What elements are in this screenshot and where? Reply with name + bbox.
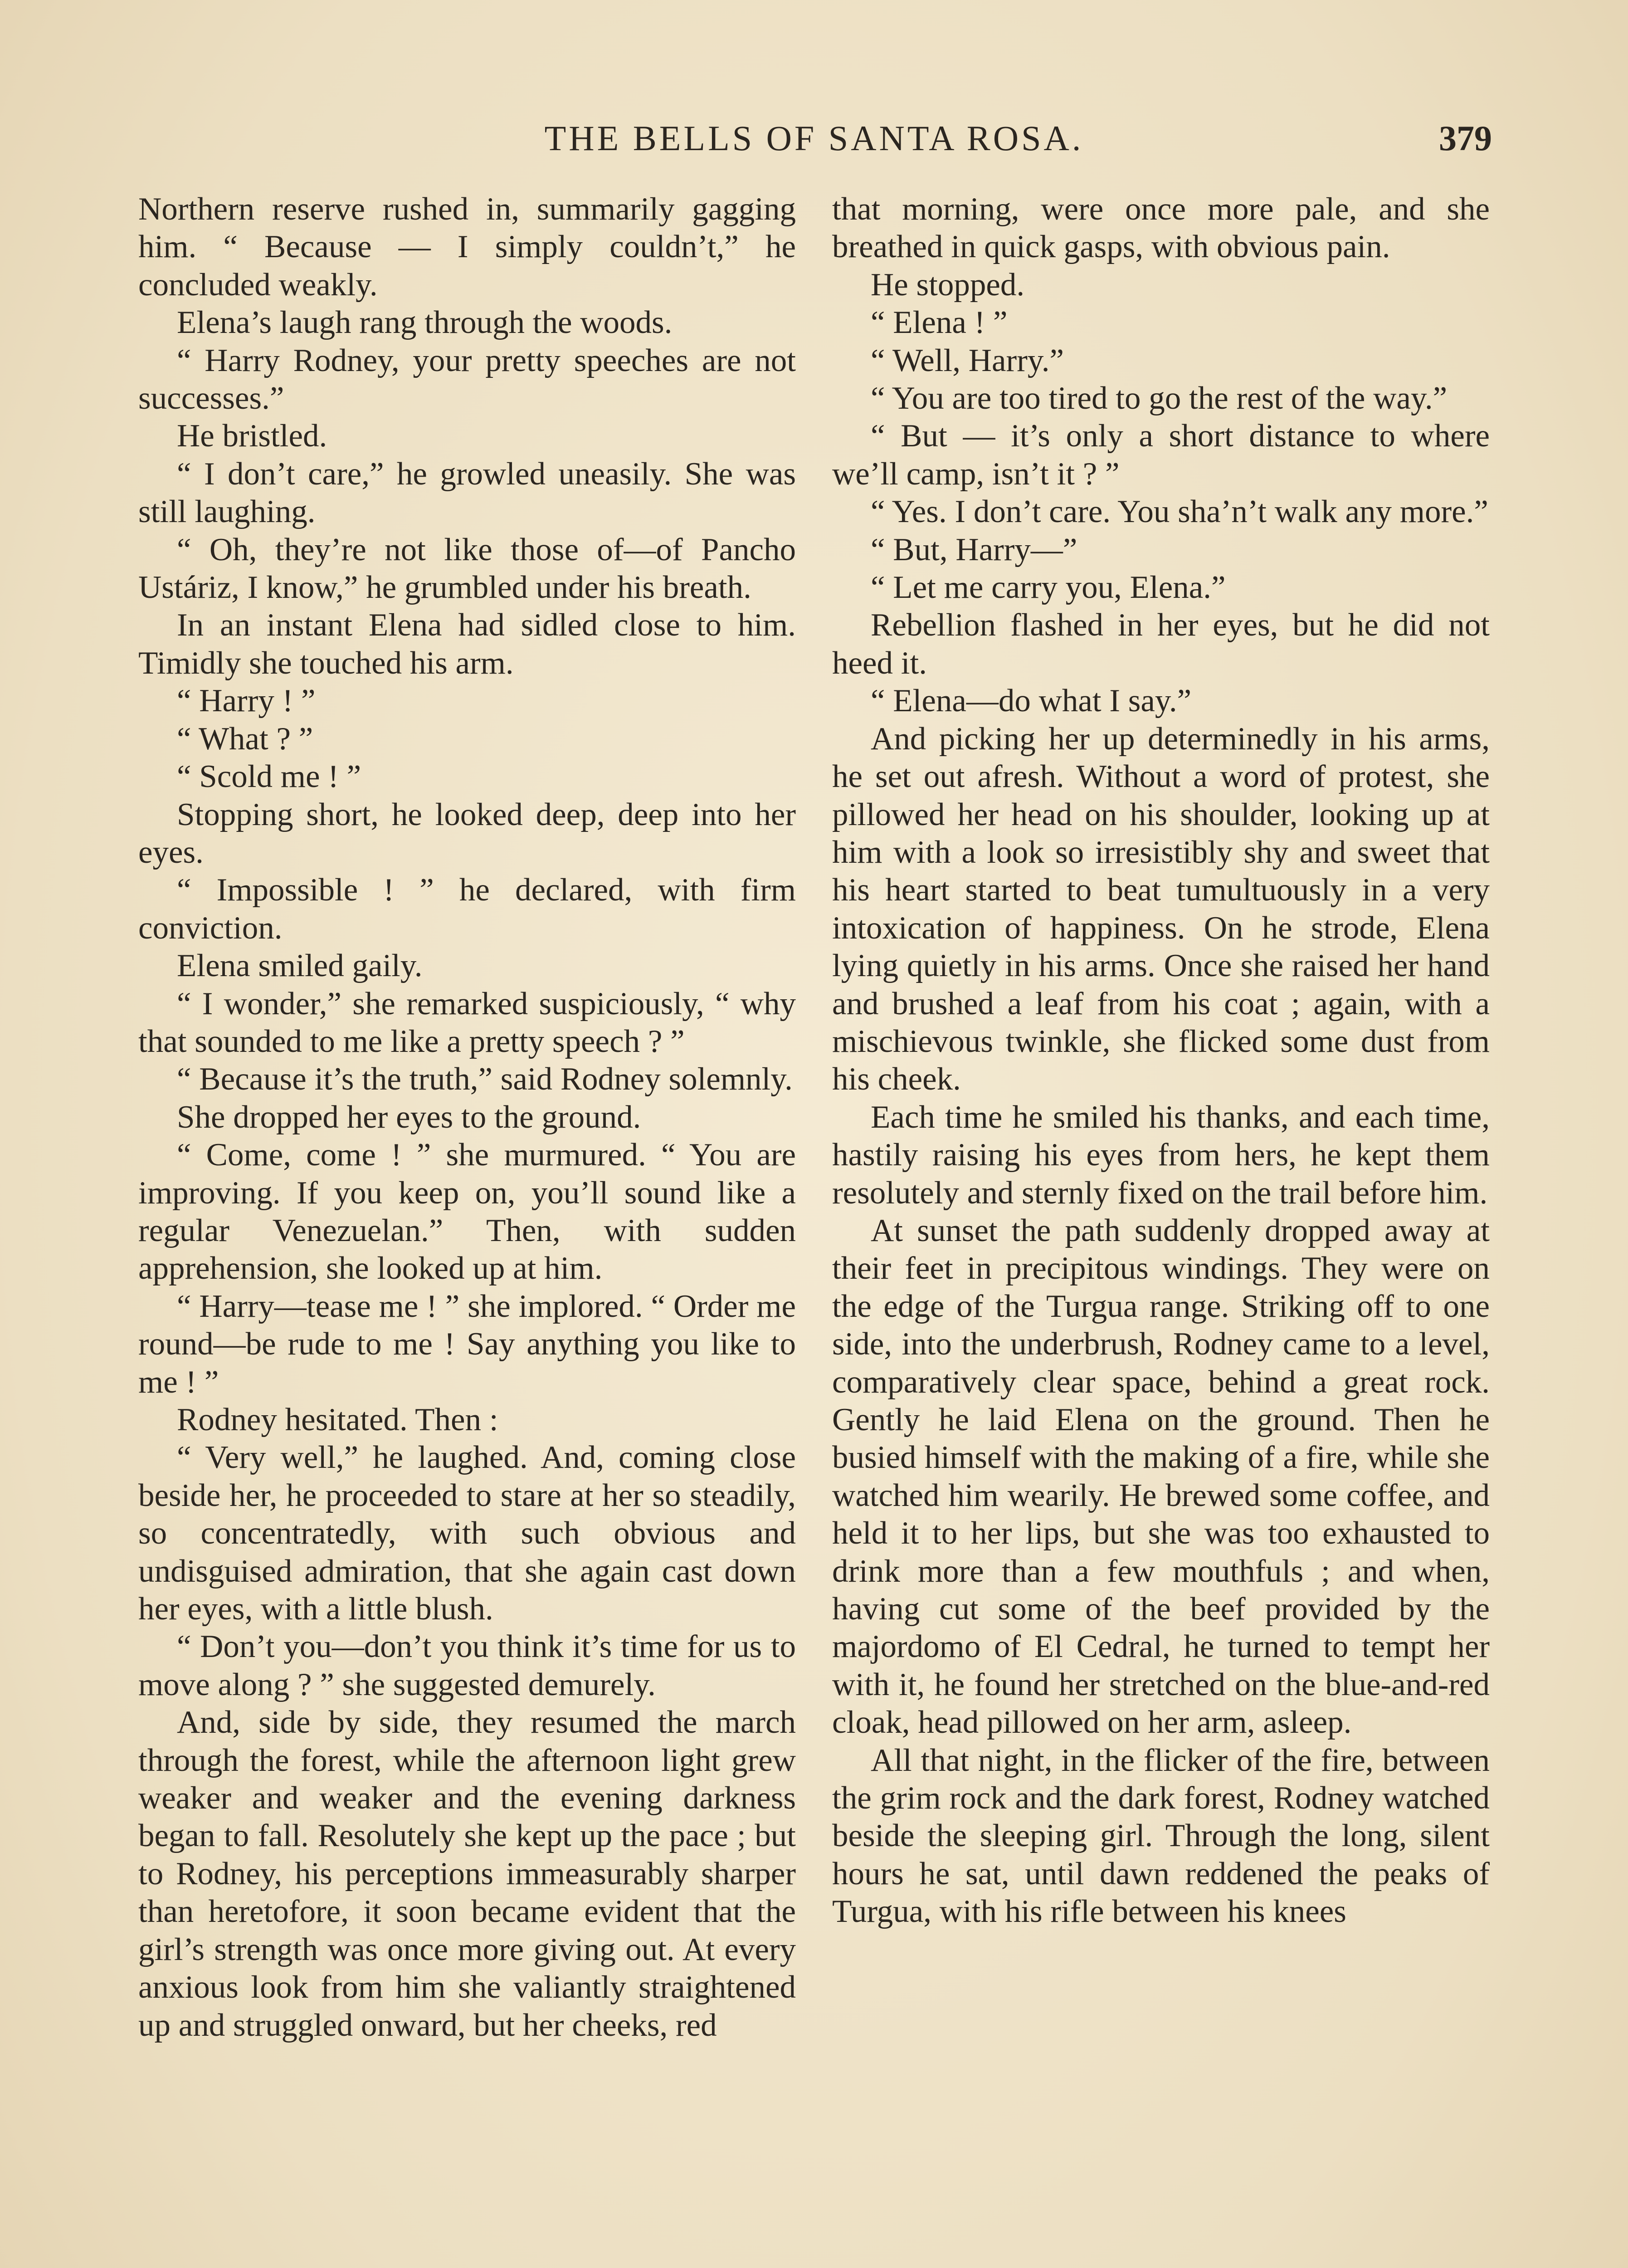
paragraph: “ Don’t you—don’t you think it’s time for us to move along ? ” she suggested demurely. — [138, 1629, 796, 1702]
paragraph: “ Scold me ! ” — [177, 759, 361, 795]
right-column — [832, 191, 1490, 1931]
paragraph: “ Harry ! ” — [177, 683, 316, 719]
paragraph: “ Yes. I don’t care. You sha’n’t walk any more.” — [871, 494, 1488, 530]
paragraph: “ I wonder,” she remarked suspiciously, “ why that sounded to me like a pretty speech ? ” — [138, 986, 796, 1059]
paragraph: “ Elena—do what I say.” — [871, 683, 1192, 719]
paragraph: “ Impossible ! ” he declared, with firm conviction. — [138, 872, 796, 946]
paragraph: “ Come, come ! ” she murmured. “ You are improving. If you keep on, you’ll sound like a regular Venezuelan.” Then, with sudden apprehension, she looked up at him. — [138, 1137, 796, 1286]
paragraph: Rodney hesitated. Then : — [177, 1402, 498, 1437]
paragraph: that morning, were once more pale, and she breathed in quick gasps, with obvious pain. — [832, 191, 1490, 265]
left-column — [138, 191, 796, 2044]
paragraph: “ But, Harry—” — [871, 532, 1077, 567]
paragraph: Northern reserve rushed in, summarily gagging him. “ Because — I simply couldn’t,” he concluded weakly. — [138, 191, 796, 303]
paragraph: “ Well, Harry.” — [871, 342, 1064, 378]
page-number: 379 — [1439, 118, 1492, 158]
paragraph: And picking her up determinedly in his arms, he set out afresh. Without a word of protest, she pillowed her head on his shoulder, looking up at him with a look so irresistibly shy and sweet that his heart started to beat tumultuously in a very intoxication of happiness. On he strode, Elena lying quietly in his arms. Once she raised her hand and brushed a leaf from his coat ; again, with a mischievous twinkle, she flicked some dust from his cheek. — [832, 721, 1490, 1097]
paragraph: Elena’s laugh rang through the woods. — [177, 305, 673, 341]
paragraph: He bristled. — [177, 418, 327, 454]
paragraph: Stopping short, he looked deep, deep into her eyes. — [138, 797, 796, 870]
paragraph: “ But — it’s only a short distance to where we’ll camp, isn’t it ? ” — [832, 418, 1490, 492]
running-head: THE BELLS OF SANTA ROSA. — [544, 118, 1084, 158]
paragraph: “ I don’t care,” he growled uneasily. She was still laughing. — [138, 456, 796, 530]
paragraph: Each time he smiled his thanks, and each time, hastily raising his eyes from hers, he kept them resolutely and sternly fixed on the trail before him. — [832, 1099, 1490, 1211]
paragraph: “ Very well,” he laughed. And, coming close beside her, he proceeded to stare at her so steadily, so concentratedly, with such obvious and undisguised admiration, that she again cast down her eyes, with a little blush. — [138, 1440, 796, 1627]
paragraph: In an instant Elena had sidled close to him. Timidly she touched his arm. — [138, 607, 796, 681]
paragraph: And, side by side, they resumed the march through the forest, while the afternoon light grew weaker and weaker and the evening darkness began to fall. Resolutely she kept up the pace ; but to Rodney, his perceptions immeasurably sharper than heretofore, it soon became evident that the girl’s strength was once more giving out. At every anxious look from him she valiantly straightened up and struggled onward, but her cheeks, red — [138, 1705, 796, 2043]
paragraph: Elena smiled gaily. — [177, 948, 423, 984]
paragraph: “ Let me carry you, Elena.” — [871, 570, 1226, 606]
paragraph: At sunset the path suddenly dropped away at their feet in precipitous windings. They were on the edge of the Turgua range. Striking off to one side, into the underbrush, Rodney came to a level, comparatively clear space, behind a great rock. Gently he laid Elena on the ground. Then he busied himself with the making of a fire, while she watched him wearily. He brewed some coffee, and held it to her lips, but she was too exhausted to drink more than a few mouthfuls ; and when, having cut some of the beef provided by the majordomo of El Cedral, he turned to tempt her with it, he found her stretched on the blue-and-red cloak, head pillowed on her arm, asleep. — [832, 1212, 1490, 1740]
paragraph: He stopped. — [871, 267, 1025, 303]
paragraph: “ Because it’s the truth,” said Rodney solemnly. — [177, 1061, 793, 1097]
paragraph: All that night, in the flicker of the fire, between the grim rock and the dark forest, Rodney watched beside the sleeping girl. Through the long, silent hours he sat, until dawn reddened the peaks of Turgua, with his rifle between his knees — [832, 1742, 1490, 1930]
paragraph: “ Harry—tease me ! ” she implored. “ Order me round—be rude to me ! Say anything you like to me ! ” — [138, 1288, 796, 1400]
paragraph: “ What ? ” — [177, 721, 313, 757]
paragraph: “ Harry Rodney, your pretty speeches are not successes.” — [138, 342, 796, 416]
page-header — [136, 116, 1492, 161]
paragraph: “ You are too tired to go the rest of the way.” — [871, 381, 1448, 416]
paragraph: “ Oh, they’re not like those of—of Pancho Ustáriz, I know,” he grumbled under his breath. — [138, 532, 796, 606]
paragraph: Rebellion flashed in her eyes, but he did not heed it. — [832, 607, 1490, 681]
paragraph: She dropped her eyes to the ground. — [177, 1099, 641, 1135]
paragraph: “ Elena ! ” — [871, 305, 1008, 341]
